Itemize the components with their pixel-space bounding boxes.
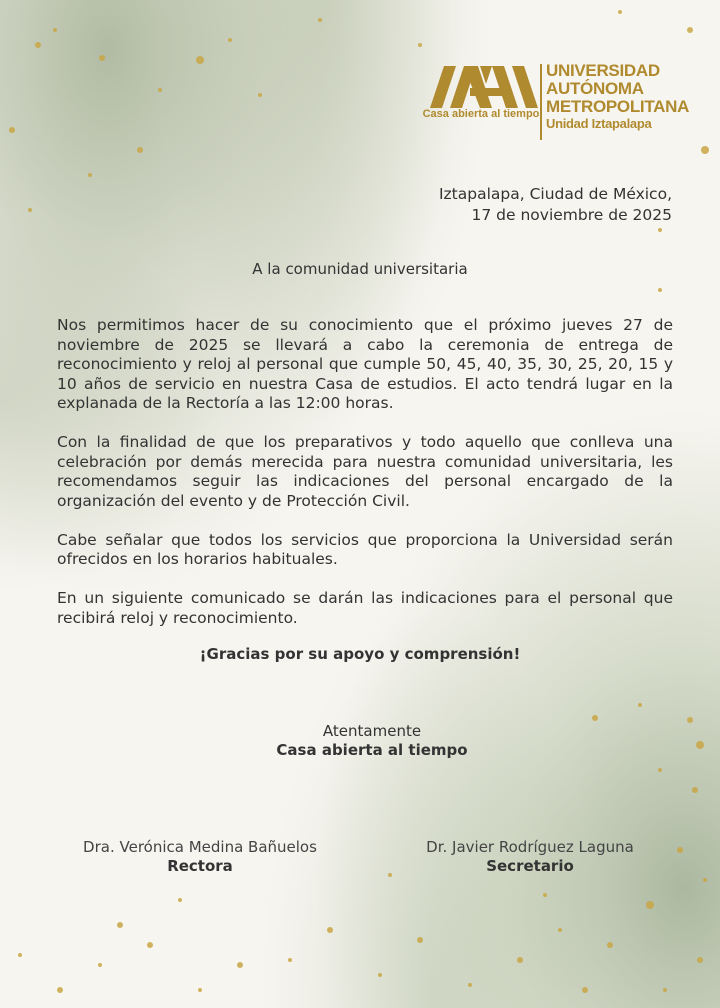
university-name-line1: UNIVERSIDAD [546, 61, 660, 80]
signature-name: Dr. Javier Rodríguez Laguna [426, 838, 634, 856]
letter-body [57, 316, 673, 648]
thanks-line: ¡Gracias por su apoyo y comprensión! [199, 645, 521, 663]
signature-secretary [380, 838, 680, 876]
uam-logo [422, 61, 690, 142]
university-unit: Unidad Iztapalapa [546, 116, 652, 131]
university-name-line2: AUTÓNOMA [546, 79, 644, 98]
greeting: A la comunidad universitaria [252, 260, 468, 278]
paragraph: Nos permitimos hacer de su conocimiento que el próximo jueves 27 de noviembre de 2025 se llevará a cabo la ceremonia de entrega de reconocimiento y reloj al personal que cumple 50, 45, 40, 35, 30, 25, 20, 15 y 10 años de servicio en nuestra Casa de estudios. El acto tendrá lugar en la explanada de la Rectoría a las 12:00 horas. [57, 316, 673, 412]
university-name [546, 61, 690, 132]
signature-role: Rectora [167, 857, 233, 875]
paragraph: En un siguiente comunicado se darán las indicaciones para el personal que recibirá reloj y reconocimiento. [57, 589, 673, 627]
logo-divider [540, 64, 542, 140]
logo-tagline: Casa abierta al tiempo [422, 108, 540, 120]
university-name-line3: METROPOLITANA [546, 97, 690, 116]
closing-salutation: Atentamente [322, 722, 422, 740]
letter-date [439, 184, 672, 226]
signature-role: Secretario [486, 857, 574, 875]
paragraph: Cabe señalar que todos los servicios que proporciona la Universidad serán ofrecidos en los horarios habituales. [57, 530, 673, 568]
signature-name: Dra. Verónica Medina Bañuelos [83, 838, 317, 856]
date-day: 17 de noviembre de 2025 [471, 206, 672, 224]
closing-motto: Casa abierta al tiempo [276, 741, 468, 759]
date-place: Iztapalapa, Ciudad de México, [438, 185, 672, 203]
closing [0, 722, 720, 760]
signature-rector [50, 838, 350, 876]
uam-emblem-icon [430, 64, 538, 110]
paragraph: Con la finalidad de que los preparativos y todo aquello que conlleva una celebración por demás merecida para nuestra comunidad universitaria, les recomendamos seguir las indicaciones del personal encargado de la organización del evento y de Protección Civil. [57, 433, 673, 510]
